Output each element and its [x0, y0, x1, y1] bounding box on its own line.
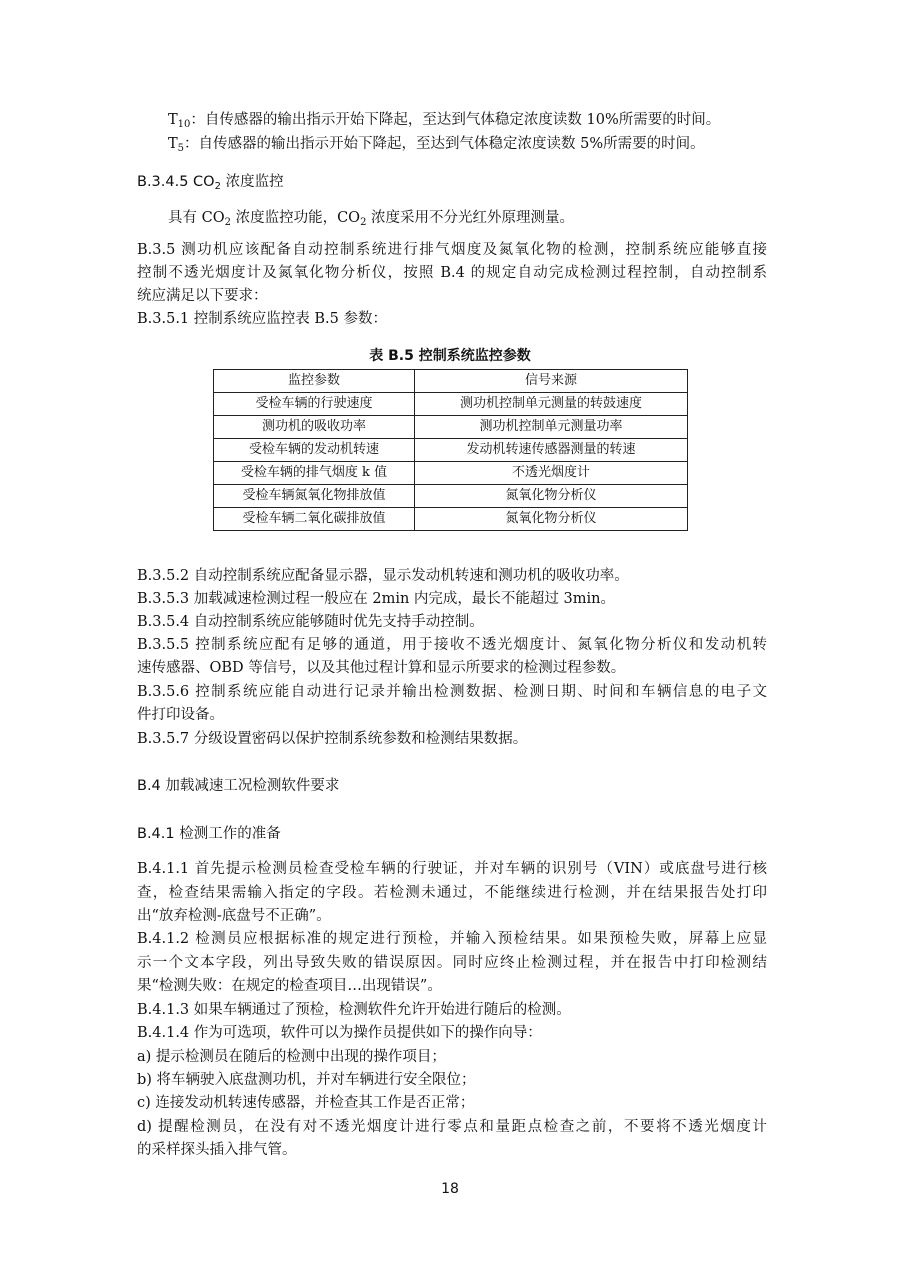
table-cell: 受检车辆的发动机转速 — [214, 439, 415, 462]
table-row — [214, 416, 688, 439]
subscript: 2 — [214, 181, 221, 192]
table-cell: 受检车辆的排气烟度 k 值 — [214, 462, 415, 485]
paragraph-b35-line1: B.3.5 测功机应该配备自动控制系统进行排气烟度及氮氧化物的检测，控制系统应能够直接 — [137, 242, 767, 258]
section-heading-b345 — [137, 172, 767, 192]
symbol: T — [168, 112, 178, 128]
table-cell: 测功机的吸收功率 — [214, 416, 415, 439]
table-cell: 受检车辆二氧化碳排放值 — [214, 508, 415, 531]
paragraph-b355-line2: 速传感器、OBD 等信号，以及其他过程计算和显示所要求的检测过程参数。 — [137, 660, 626, 676]
paragraph-b345 — [168, 208, 768, 228]
header-cell: 信号来源 — [415, 370, 688, 393]
paragraph-b411-line1: B.4.1.1 首先提示检测员检查受检车辆的行驶证，并对车辆的识别号（VIN）或底盘号进行核 — [137, 861, 767, 877]
table-row — [214, 485, 688, 508]
section-heading-b4: B.4 加载减速工况检测软件要求 — [137, 778, 340, 794]
section-heading-b41: B.4.1 检测工作的准备 — [137, 826, 281, 842]
table-row — [214, 462, 688, 485]
paragraph-b411-line3: 出“放弃检测-底盘号不正确”。 — [137, 908, 331, 924]
paragraph-b355-line1: B.3.5.5 控制系统应配有足够的通道，用于接收不透光烟度计、氮氧化物分析仪和发动机转 — [137, 637, 767, 653]
table-row — [214, 508, 688, 531]
definition-text: ：自传感器的输出指示开始下降起，至达到气体稳定浓度读数 5%所需要的时间。 — [184, 136, 705, 152]
paragraph-b412-line3: 果“检测失败：在规定的检查项目…出现错误”。 — [137, 978, 442, 994]
list-item: c) 连接发动机转速传感器，并检查其工作是否正常； — [137, 1095, 475, 1111]
table-cell: 测功机控制单元测量的转鼓速度 — [415, 393, 688, 416]
list-item-continuation: 的采样探头插入排气管。 — [137, 1142, 297, 1158]
definition-t5 — [168, 134, 768, 154]
text: 浓度采用不分光红外原理测量。 — [366, 210, 575, 226]
paragraph-b357: B.3.5.7 分级设置密码以保护控制系统参数和检测结果数据。 — [137, 731, 528, 747]
paragraph-b356-line1: B.3.5.6 控制系统应能自动进行记录并输出检测数据、检测日期、时间和车辆信息的电子文 — [137, 684, 767, 700]
list-item: a) 提示检测员在随后的检测中出现的操作项目； — [137, 1049, 446, 1065]
paragraph-b351: B.3.5.1 控制系统应监控表 B.5 参数： — [137, 311, 387, 327]
list-item: b) 将车辆驶入底盘测功机，并对车辆进行安全限位； — [137, 1072, 476, 1088]
table-cell: 发动机转速传感器测量的转速 — [415, 439, 688, 462]
subscript: 5 — [177, 143, 185, 154]
paragraph-b414: B.4.1.4 作为可选项，软件可以为操作员提供如下的操作向导： — [137, 1025, 542, 1041]
table-header-row — [214, 370, 688, 393]
table-cell: 氮氧化物分析仪 — [415, 508, 688, 531]
paragraph-b413: B.4.1.3 如果车辆通过了预检，检测软件允许开始进行随后的检测。 — [137, 1002, 571, 1018]
heading-text: B.3.4.5 CO — [137, 174, 215, 190]
subscript: 10 — [177, 119, 191, 130]
text: 浓度监控功能，CO — [230, 210, 361, 226]
page-number: 18 — [441, 1181, 459, 1197]
paragraph-b35-line3: 统应满足以下要求： — [137, 288, 268, 304]
table-row — [214, 393, 688, 416]
table-cell: 受检车辆氮氧化物排放值 — [214, 485, 415, 508]
subscript: 2 — [360, 217, 367, 228]
paragraph-b412-line1: B.4.1.2 检测员应根据标准的规定进行预检，并输入预检结果。如果预检失败，屏幕上应显 — [137, 931, 767, 947]
paragraph-b411-line2: 查，检查结果需输入指定的字段。若检测未通过，不能继续进行检测，并在结果报告处打印 — [137, 885, 767, 901]
table-cell: 测功机控制单元测量功率 — [415, 416, 688, 439]
symbol: T — [168, 136, 178, 152]
text: 具有 CO — [168, 210, 225, 226]
table-cell: 氮氧化物分析仪 — [415, 485, 688, 508]
table-caption: 表 B.5 控制系统监控参数 — [369, 348, 531, 364]
table-row — [214, 439, 688, 462]
definition-t10 — [168, 110, 768, 130]
heading-text: 浓度监控 — [220, 174, 284, 190]
paragraph-b353: B.3.5.3 加载减速检测过程一般应在 2min 内完成，最长不能超过 3min。 — [137, 591, 615, 607]
paragraph-b356-line2: 件打印设备。 — [137, 707, 224, 723]
monitoring-parameters-table — [213, 369, 688, 531]
paragraph-b354: B.3.5.4 自动控制系统应能够随时优先支持手动控制。 — [137, 614, 484, 630]
paragraph-b352: B.3.5.2 自动控制系统应配备显示器，显示发动机转速和测功机的吸收功率。 — [137, 568, 629, 584]
list-item: d) 提醒检测员，在没有对不透光烟度计进行零点和量距点检查之前，不要将不透光烟度计 — [137, 1119, 767, 1135]
header-cell: 监控参数 — [214, 370, 415, 393]
paragraph-b35-line2: 控制不透光烟度计及氮氧化物分析仪，按照 B.4 的规定自动完成检测过程控制，自动控制系 — [137, 265, 767, 281]
subscript: 2 — [224, 217, 231, 228]
table-cell: 受检车辆的行驶速度 — [214, 393, 415, 416]
paragraph-b412-line2: 示一个文本字段，列出导致失败的错误原因。同时应终止检测过程，并在报告中打印检测结 — [137, 955, 767, 971]
definition-text: ：自传感器的输出指示开始下降起，至达到气体稳定浓度读数 10%所需要的时间。 — [190, 112, 721, 128]
table-cell: 不透光烟度计 — [415, 462, 688, 485]
